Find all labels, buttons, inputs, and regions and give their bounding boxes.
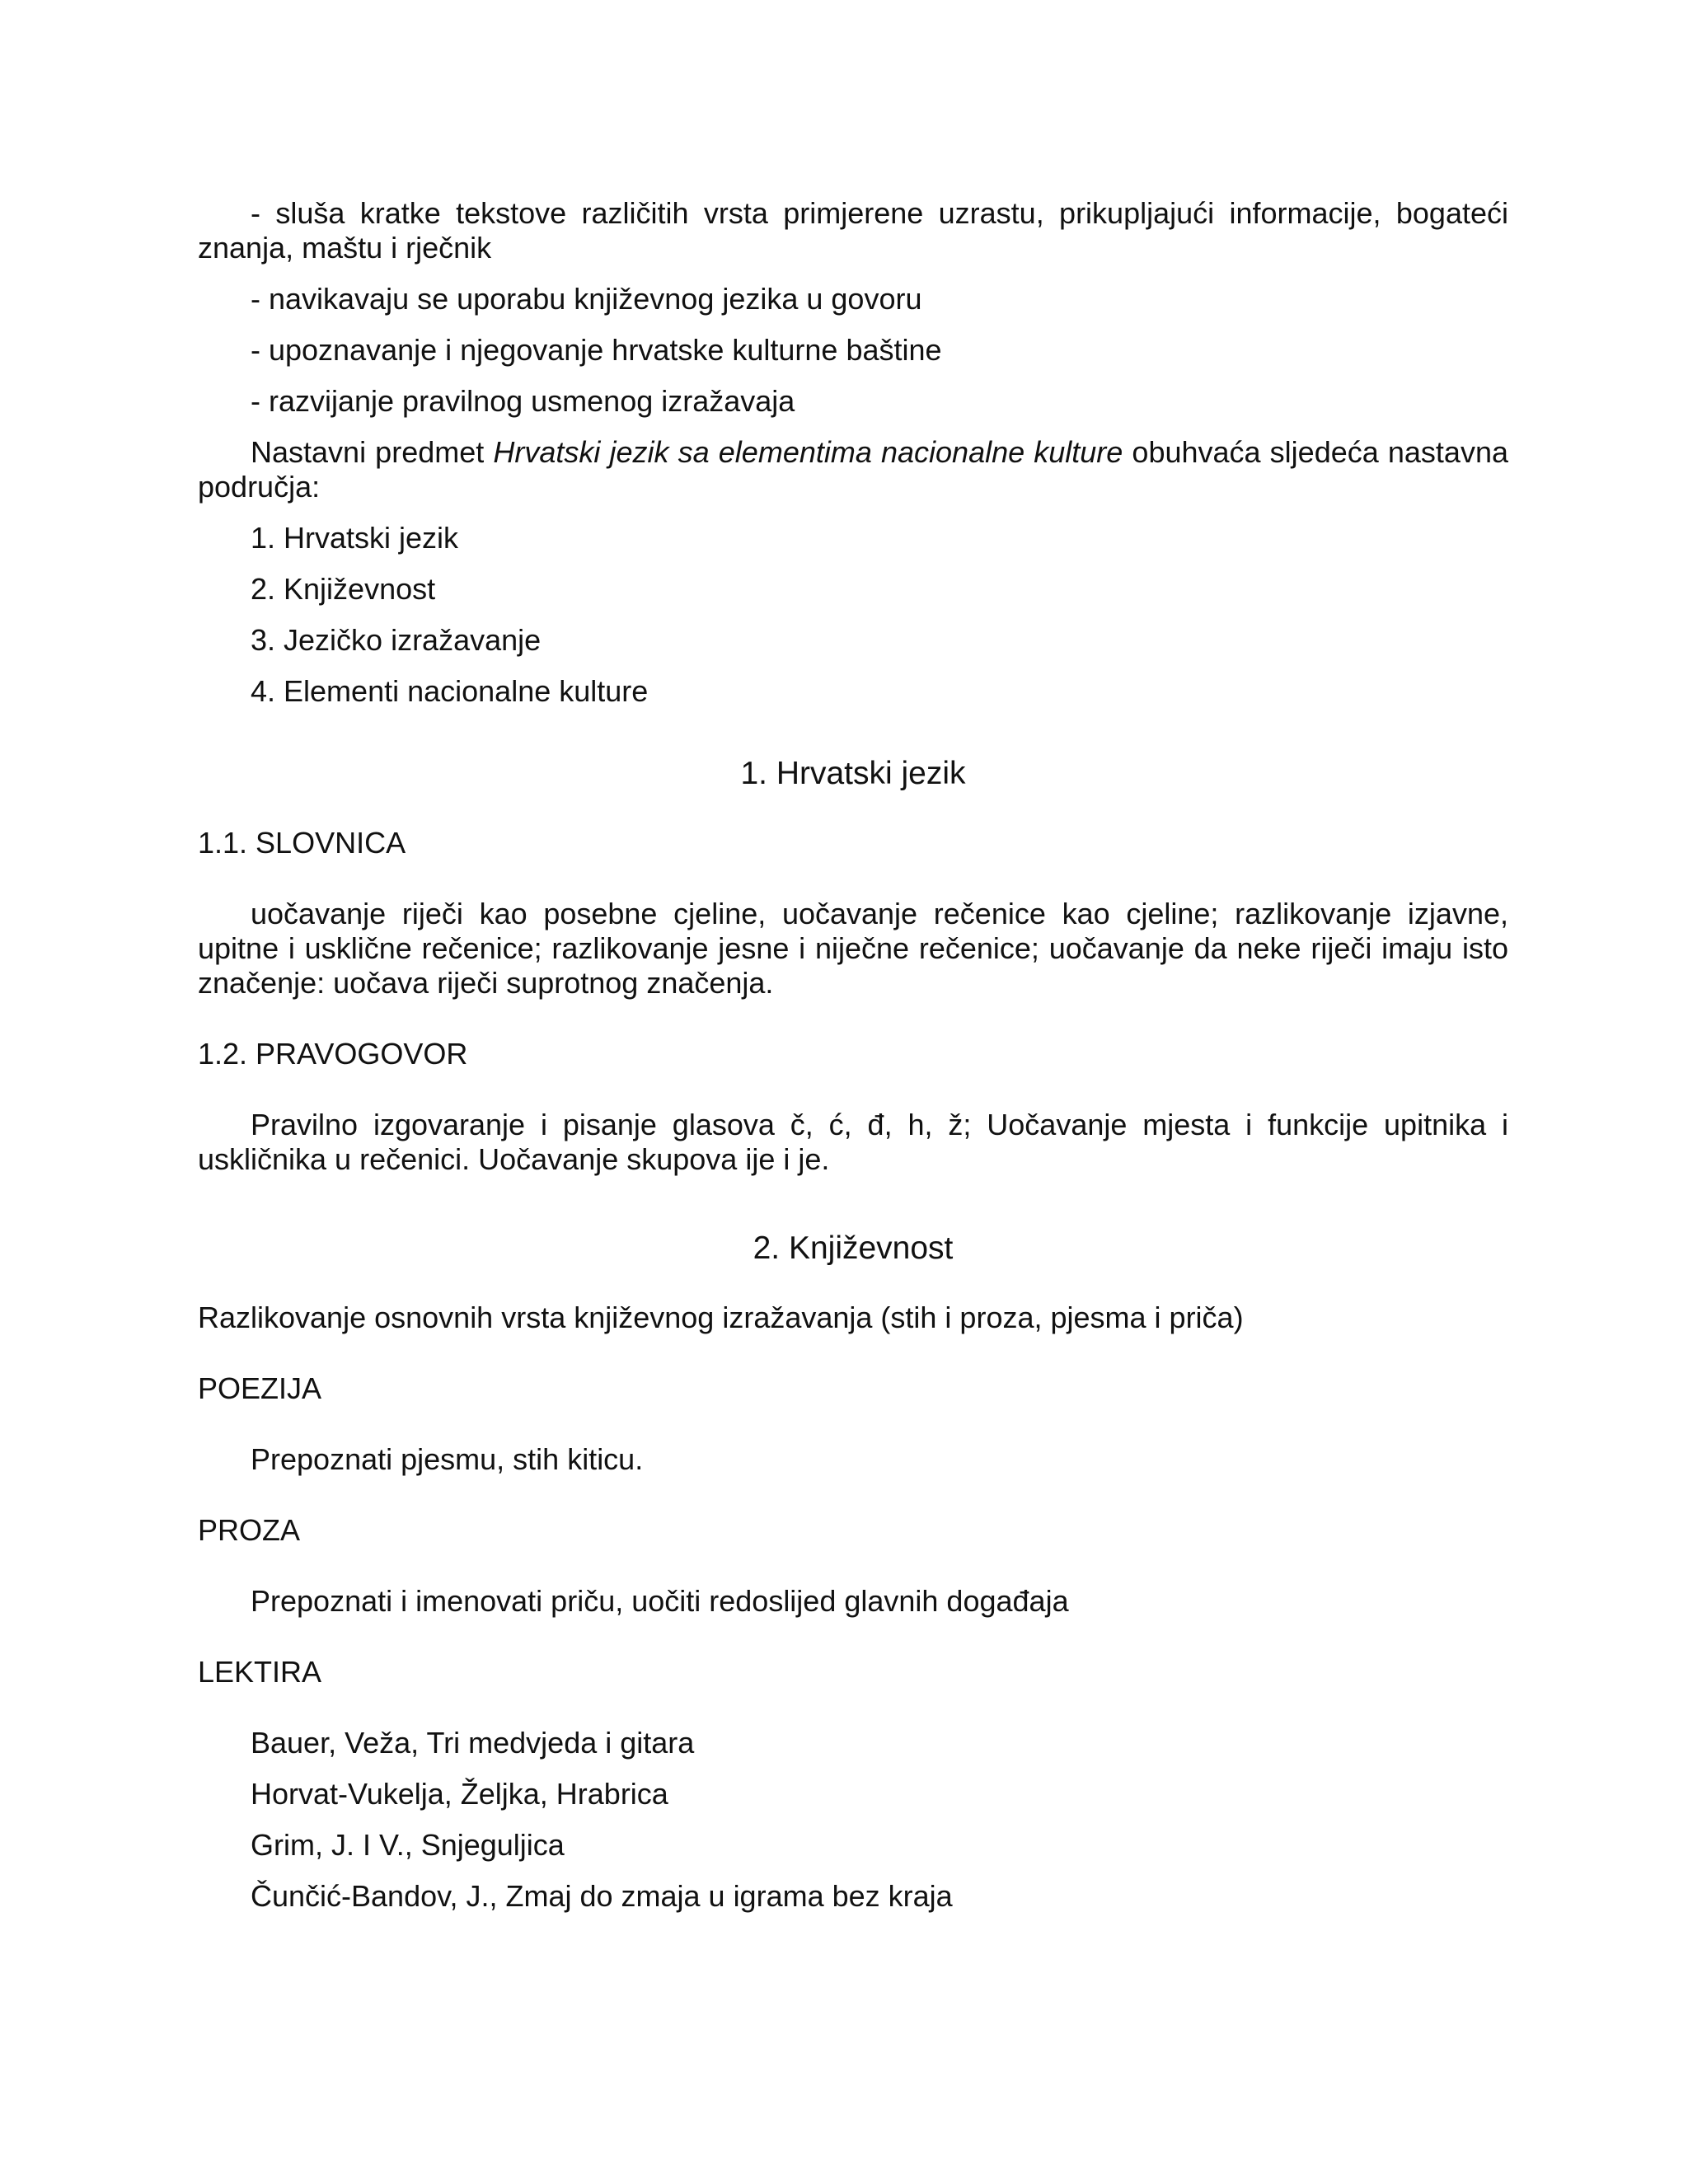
intro-bullet: - sluša kratke tekstove različitih vrsta primjerene uzrastu, prikupljajući informacije, bogateći znanja, maštu i rječnik: [198, 196, 1508, 265]
pravogovor-heading: 1.2. PRAVOGOVOR: [198, 1037, 468, 1071]
page-content: [198, 196, 1508, 1914]
area-item: 4. Elementi nacionalne kulture: [251, 674, 649, 708]
area-item: 3. Jezičko izražavanje: [251, 623, 542, 657]
slovnica-text: uočavanje riječi kao posebne cjeline, uočavanje rečenice kao cjeline; razlikovanje izjavne, upitne i usklične rečenice; razlikovanje jesne i niječne rečenice; uočavanje da neke riječi imaju isto značenje: uočava riječi suprotnog značenja.: [198, 897, 1508, 1000]
subject-post: obuhvaća sljedeća nastavna područja:: [198, 435, 1508, 504]
area-item: 1. Hrvatski jezik: [251, 521, 459, 555]
proza-text: Prepoznati i imenovati priču, uočiti redoslijed glavnih događaja: [251, 1584, 1069, 1618]
proza-heading: PROZA: [198, 1513, 301, 1547]
poezija-text: Prepoznati pjesmu, stih kiticu.: [251, 1442, 644, 1476]
subject-paragraph: [198, 435, 1508, 504]
intro-bullet: - razvijanje pravilnog usmenog izražavaja: [251, 384, 795, 418]
section-title-hrvatski-jezik: 1. Hrvatski jezik: [740, 756, 966, 791]
lektira-item: Horvat-Vukelja, Željka, Hrabrica: [251, 1777, 668, 1811]
intro-bullet: - upoznavanje i njegovanje hrvatske kulturne baštine: [251, 333, 942, 367]
lektira-item: Čunčić-Bandov, J., Zmaj do zmaja u igrama bez kraja: [251, 1879, 953, 1913]
poezija-heading: POEZIJA: [198, 1371, 322, 1405]
lektira-heading: LEKTIRA: [198, 1655, 322, 1689]
area-item: 2. Književnost: [251, 572, 436, 606]
lektira-item: Bauer, Veža, Tri medvjeda i gitara: [251, 1726, 695, 1760]
intro-bullet: - navikavaju se uporabu književnog jezika u govoru: [251, 282, 922, 316]
slovnica-heading: 1.1. SLOVNICA: [198, 826, 406, 860]
pravogovor-text: Pravilno izgovaranje i pisanje glasova č, ć, đ, h, ž; Uočavanje mjesta i funkcije upitnika i uskličnika u rečenici. Uočavanje skupova ije i je.: [198, 1108, 1508, 1176]
section-title-knjizevnost: 2. Književnost: [753, 1230, 954, 1266]
knjizevnost-intro: Razlikovanje osnovnih vrsta književnog izražavanja (stih i proza, pjesma i priča): [198, 1301, 1244, 1334]
subject-pre: Nastavni predmet: [251, 435, 494, 469]
lektira-item: Grim, J. I V., Snjeguljica: [251, 1828, 565, 1862]
subject-name: Hrvatski jezik sa elementima nacionalne kulture: [493, 435, 1123, 469]
